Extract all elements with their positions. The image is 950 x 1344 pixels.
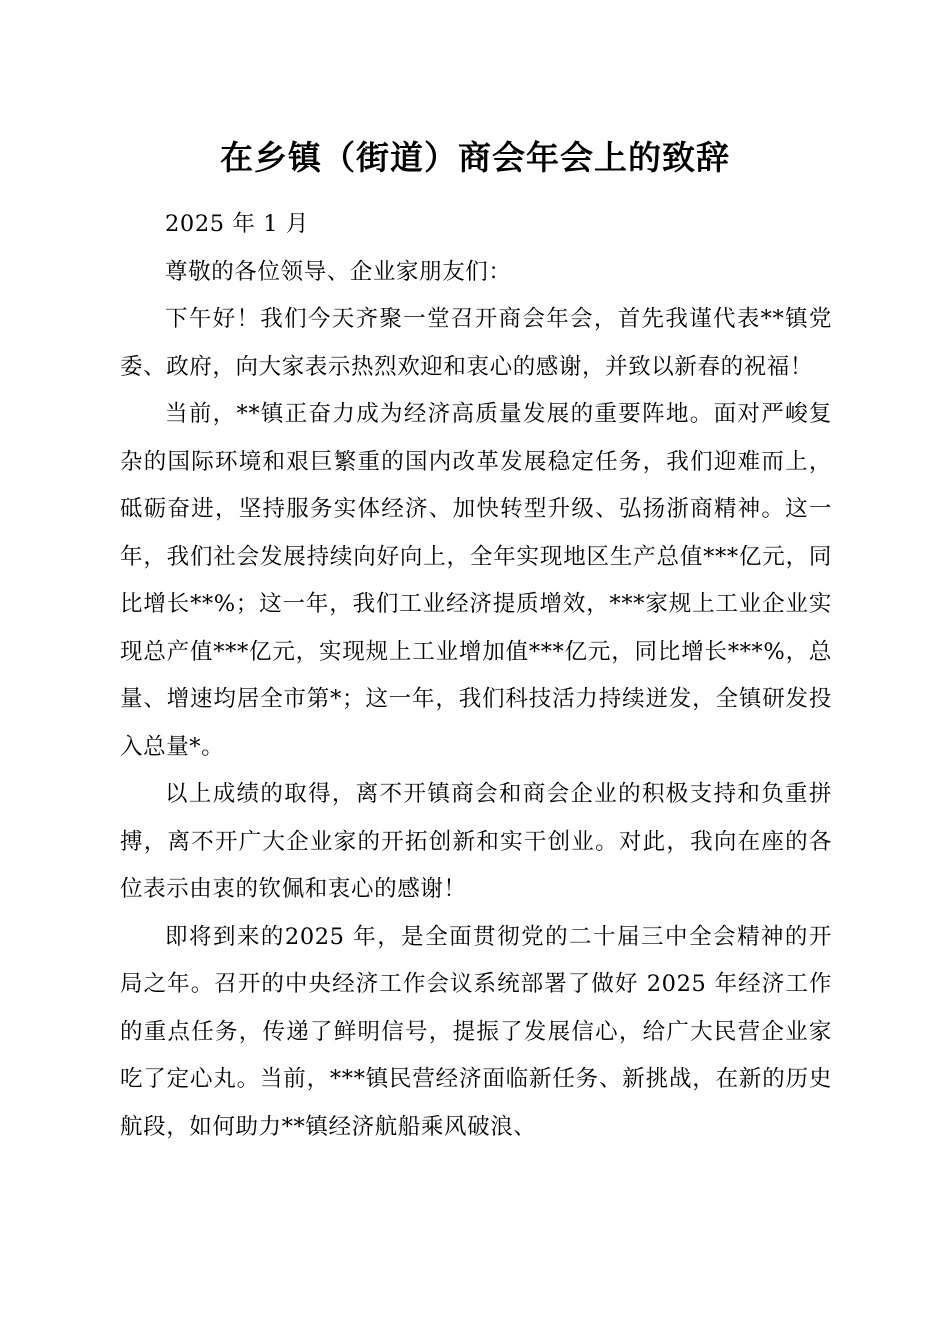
- salutation: 尊敬的各位领导、企业家朋友们：: [165, 258, 512, 285]
- paragraph-thanks: 以上成绩的取得，离不开镇商会和商会企业的积极支持和负重拼搏，离不开广大企业家的开拓创新和实干创业。对此，我向在座的各位表示由衷的钦佩和衷心的感谢！: [120, 781, 832, 902]
- paragraph-achievements: 当前，**镇正奋力成为经济高质量发展的重要阵地。面对严峻复杂的国际环境和艰巨繁重的国内改革发展稳定任务，我们迎难而上，砥砺奋进，坚持服务实体经济、加快转型升级、弘扬浙商精神。这一年，我们社会发展持续向好向上，全年实现地区生产总值***亿元，同比增长**%；这一年，我们工业经济提质增效，***家规上工业企业实现总产值***亿元，实现规上工业增加值***亿元，同比增长***%，总量、增速均居全市第*；这一年，我们科技活力持续迸发，全镇研发投入总量*。: [120, 401, 832, 760]
- date-line: 2025 年 1 月: [165, 211, 310, 237]
- document-title: 在乡镇（街道）商会年会上的致辞: [220, 138, 730, 177]
- paragraph-outlook: 即将到来的2025 年，是全面贯彻党的二十届三中全会精神的开局之年。召开的中央经济工作会议系统部署了做好 2025 年经济工作的重点任务，传递了鲜明信号，提振了发展信心，给广大民营企业家吃了定心丸。当前，***镇民营经济面临新任务、新挑战，在新的历史航段，如何助力**镇经济航船乘风破浪、: [120, 923, 832, 1140]
- paragraph-greeting: 下午好！我们今天齐聚一堂召开商会年会，首先我谨代表**镇党委、政府，向大家表示热烈欢迎和衷心的感谢，并致以新春的祝福！: [120, 306, 832, 380]
- document-body: [120, 201, 832, 1151]
